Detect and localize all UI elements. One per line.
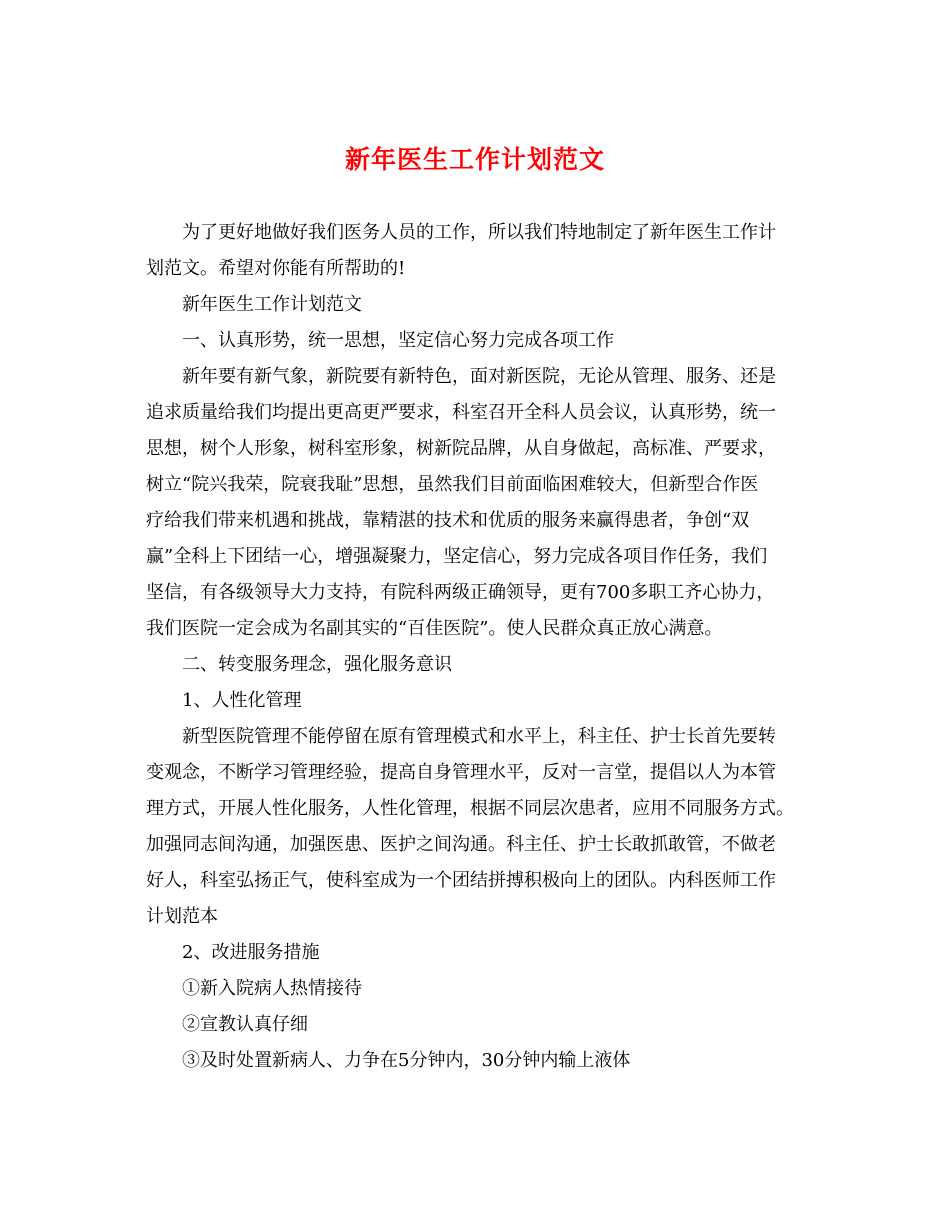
- text-line: 新年医生工作计划范文: [182, 294, 362, 315]
- text-line: 变观念，不断学习管理经验，提高自身管理水平，反对一言堂，提倡以人为本管: [146, 762, 776, 783]
- text-line: 1、人性化管理: [182, 690, 302, 711]
- text-line: 追求质量给我们均提出更高更严要求，科室召开全科人员会议，认真形势，统一: [146, 402, 776, 423]
- text-line: 加强同志间沟通，加强医患、医护之间沟通。科主任、护士长敢抓敢管，不做老: [146, 834, 776, 855]
- text-line: 新型医院管理不能停留在原有管理模式和水平上，科主任、护士长首先要转: [182, 726, 776, 747]
- text-line: 好人，科室弘扬正气，使科室成为一个团结拼搏积极向上的团队。内科医师工作: [146, 870, 776, 891]
- document-body: [146, 215, 808, 1079]
- text-line: 划范文。希望对你能有所帮助的!: [146, 258, 406, 279]
- text-line: 二、转变服务理念，强化服务意识: [182, 654, 452, 675]
- document-title: 新年医生工作计划范文: [344, 145, 605, 174]
- text-line: 为了更好地做好我们医务人员的工作，所以我们特地制定了新年医生工作计: [182, 222, 776, 243]
- text-line: 赢”全科上下团结一心，增强凝聚力，坚定信心，努力完成各项目作任务，我们: [146, 546, 768, 567]
- text-line: ①新入院病人热情接待: [182, 978, 362, 999]
- text-line: ③及时处置新病人、力争在5分钟内，30分钟内输上液体: [182, 1050, 631, 1071]
- text-line: 思想，树个人形象，树科室形象，树新院品牌，从自身做起，高标准、严要求，: [146, 438, 776, 459]
- text-line: 树立“院兴我荣，院衰我耻”思想，虽然我们目前面临困难较大，但新型合作医: [146, 474, 759, 495]
- text-line: 新年要有新气象，新院要有新特色，面对新医院，无论从管理、服务、还是: [182, 366, 776, 387]
- text-line: 坚信，有各级领导大力支持，有院科两级正确领导，更有700多职工齐心协力，: [146, 582, 775, 603]
- text-line: 一、认真形势，统一思想，坚定信心努力完成各项工作: [182, 330, 614, 351]
- text-line: 2、改进服务措施: [182, 942, 320, 963]
- text-line: 计划范本: [146, 906, 218, 927]
- text-line: ②宣教认真仔细: [182, 1014, 308, 1035]
- text-line: 疗给我们带来机遇和挑战，靠精湛的技术和优质的服务来赢得患者，争创“双: [146, 510, 750, 531]
- text-line: 我们医院一定会成为名副其实的“百佳医院”。使人民群众真正放心满意。: [146, 618, 723, 639]
- text-line: 理方式，开展人性化服务，人性化管理，根据不同层次患者，应用不同服务方式。: [146, 798, 794, 819]
